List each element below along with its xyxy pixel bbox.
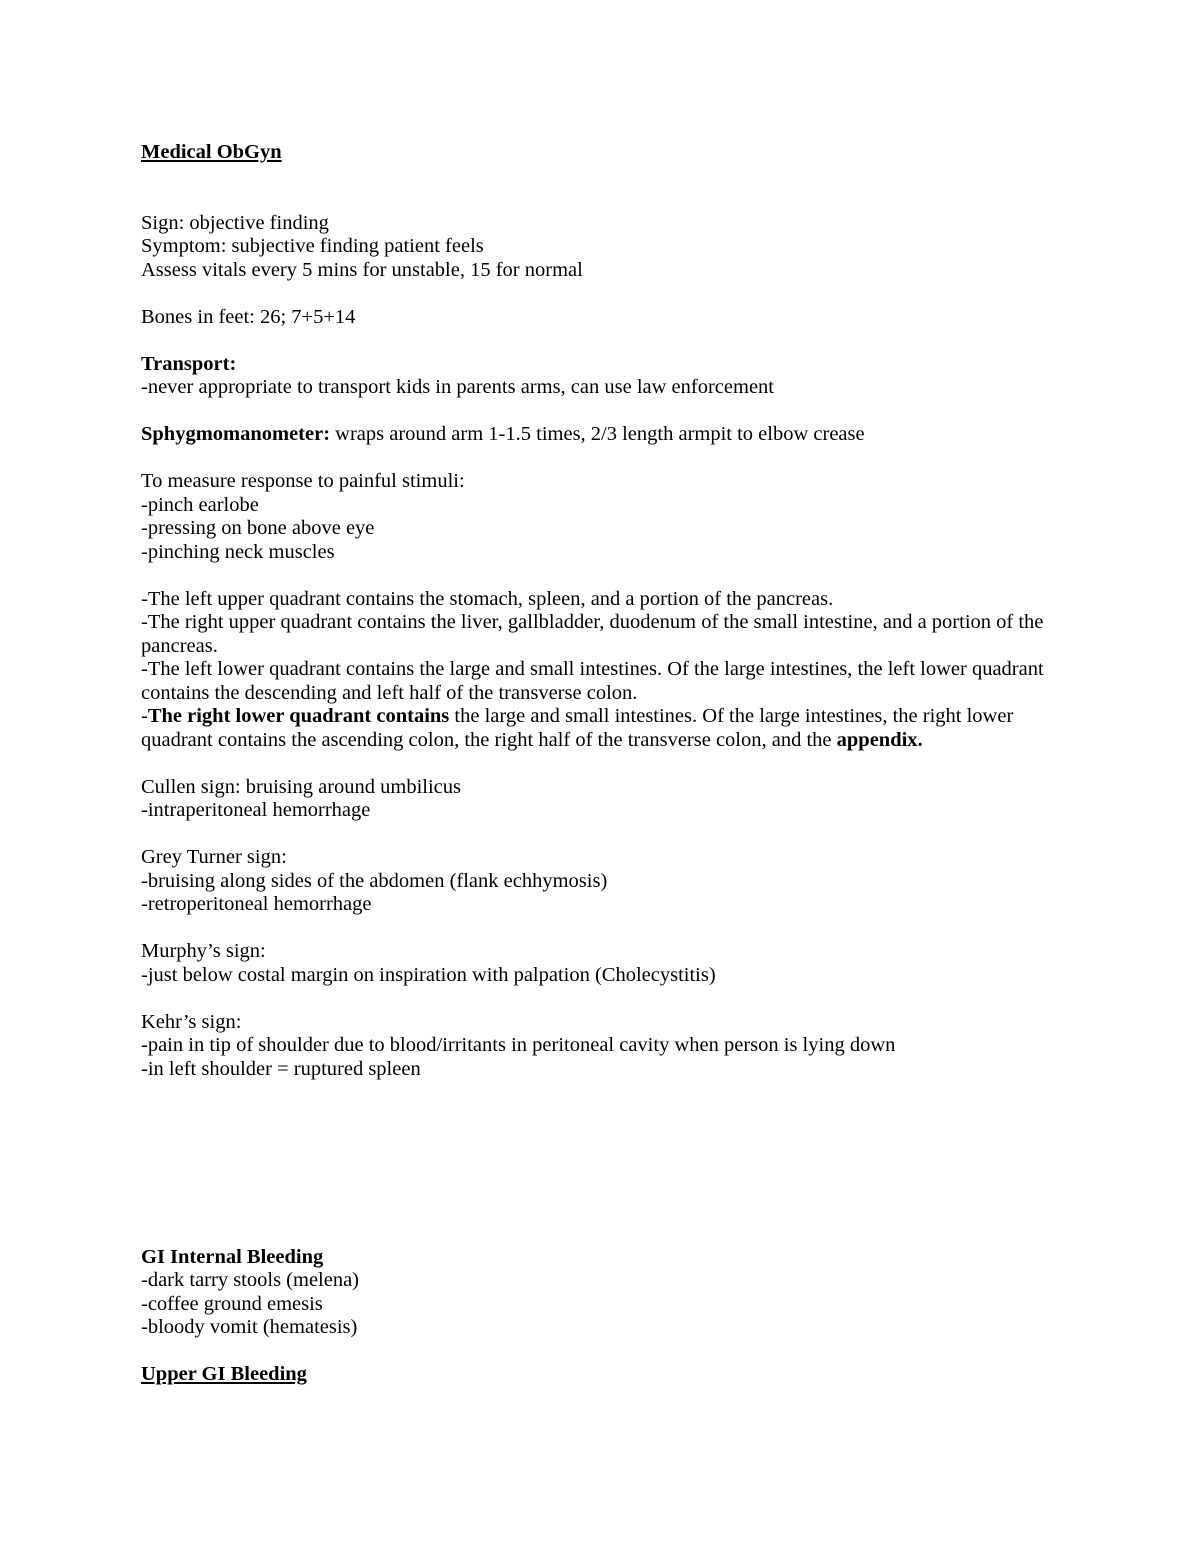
quadrant-ruq: -The right upper quadrant contains the liver, gallbladder, duodenum of the small intestine, and a portion of the pancreas. (141, 611, 1044, 657)
pain-stimuli-item: -pinching neck muscles (141, 540, 335, 563)
quadrant-rlq-dash: - (141, 705, 148, 727)
quadrant-llq: -The left lower quadrant contains the large and small intestines. Of the large intestines, the left lower quadrant contains the descending and left half of the transverse colon. (141, 658, 1044, 704)
kehr-sign-item: -pain in tip of shoulder due to blood/irritants in peritoneal cavity when person is lying down (141, 1034, 896, 1056)
quadrant-rlq-text: the large and small intestines. Of the large intestines, the right lower quadrant contains the ascending colon, the right half of the transverse colon, and the (141, 705, 1014, 751)
document-body (141, 141, 1061, 1387)
quadrant-luq: -The left upper quadrant contains the stomach, spleen, and a portion of the pancreas. (141, 587, 834, 610)
cullen-sign-item: -intraperitoneal hemorrhage (141, 799, 371, 821)
quadrant-rlq-bold: The right lower quadrant contains (147, 705, 450, 727)
kehr-sign-title: Kehr’s sign: (141, 1010, 242, 1033)
sphygmomanometer-line (141, 423, 1061, 447)
gi-internal-bleeding-heading: GI Internal Bleeding (141, 1245, 324, 1268)
pain-stimuli-item: -pinch earlobe (141, 493, 259, 516)
cullen-sign-title: Cullen sign: bruising around umbilicus (141, 775, 462, 798)
gi-bleeding-item: -coffee ground emesis (141, 1292, 323, 1315)
kehr-sign-item: -in left shoulder = ruptured spleen (141, 1057, 421, 1080)
definition-vitals: Assess vitals every 5 mins for unstable, 15 for normal (141, 258, 583, 281)
transport-note: -never appropriate to transport kids in parents arms, can use law enforcement (141, 376, 774, 398)
bones-in-feet: Bones in feet: 26; 7+5+14 (141, 305, 356, 328)
pain-stimuli-item: -pressing on bone above eye (141, 517, 375, 539)
transport-heading: Transport: (141, 352, 237, 375)
definition-sign: Sign: objective finding (141, 211, 329, 234)
gi-bleeding-item: -dark tarry stools (melena) (141, 1269, 360, 1291)
quadrant-rlq (141, 705, 1061, 752)
quadrant-rlq-appendix: appendix. (836, 728, 923, 751)
sphygmomanometer-label: Sphygmomanometer: (141, 423, 331, 445)
grey-turner-sign-title: Grey Turner sign: (141, 846, 287, 868)
document-title: Medical ObGyn (141, 141, 282, 163)
definition-symptom: Symptom: subjective finding patient feels (141, 235, 484, 257)
gi-bleeding-item: -bloody vomit (hematesis) (141, 1316, 358, 1338)
murphy-sign-title: Murphy’s sign: (141, 940, 266, 962)
pain-stimuli-intro: To measure response to painful stimuli: (141, 470, 465, 492)
sphygmomanometer-text: wraps around arm 1-1.5 times, 2/3 length armpit to elbow crease (330, 423, 865, 445)
grey-turner-sign-item: -bruising along sides of the abdomen (flank echhymosis) (141, 869, 608, 892)
grey-turner-sign-item: -retroperitoneal hemorrhage (141, 893, 372, 915)
murphy-sign-item: -just below costal margin on inspiration with palpation (Cholecystitis) (141, 963, 716, 986)
upper-gi-bleeding-heading: Upper GI Bleeding (141, 1363, 307, 1385)
